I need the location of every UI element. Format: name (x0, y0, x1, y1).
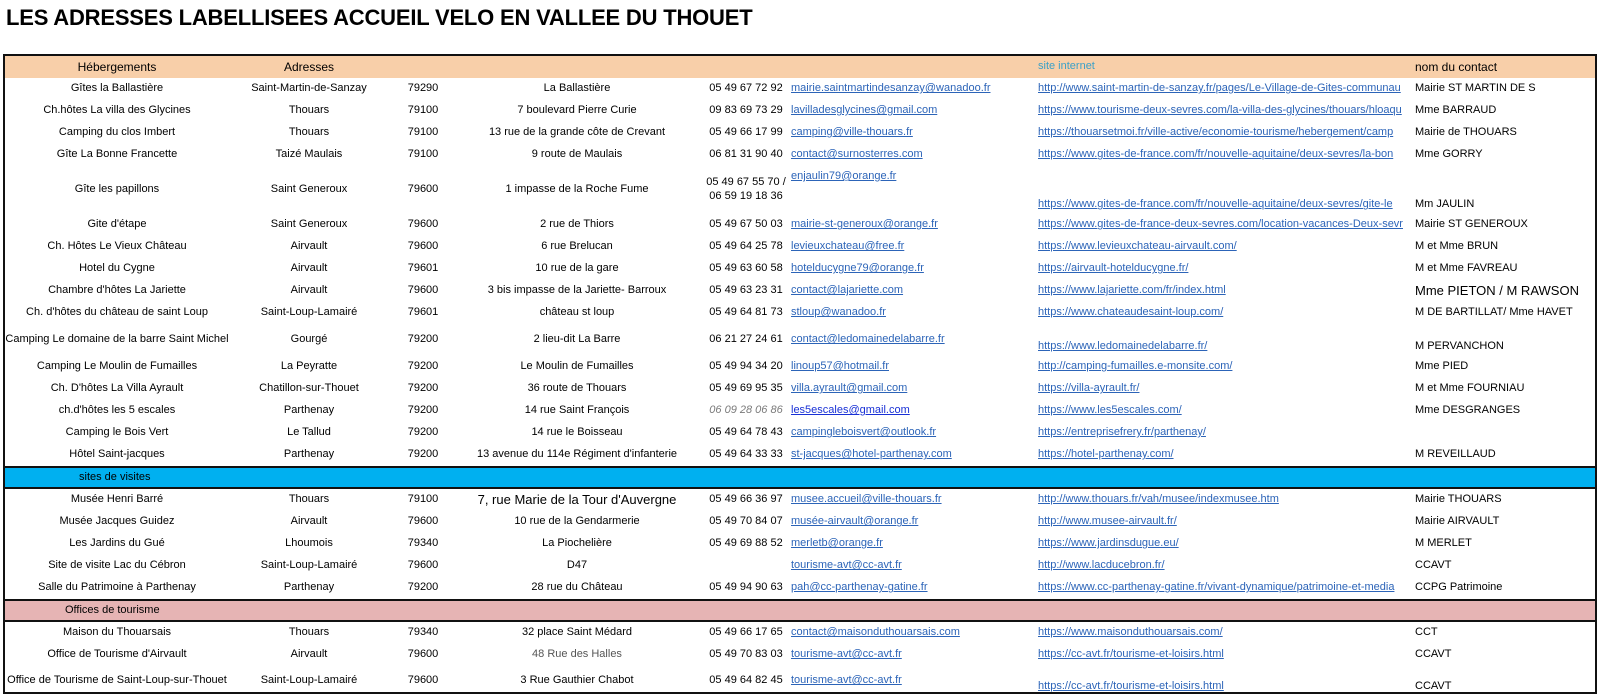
table-row (5, 144, 1595, 166)
row-city: Saint Generoux (270, 183, 348, 196)
table-row (5, 302, 1595, 324)
table-row (5, 122, 1595, 144)
row-phone: 05 49 64 82 45 (709, 674, 783, 687)
website-link-text[interactable]: https://www.ledomainedelabarre.fr/ (1038, 340, 1208, 353)
email-link-text[interactable]: mairie.saintmartindesanzay@wanadoo.fr (791, 82, 991, 95)
email-link-text[interactable]: tourisme-avt@cc-avt.fr (791, 559, 902, 572)
website-link-text[interactable]: https://cc-avt.fr/tourisme-et-loisirs.html (1038, 680, 1224, 693)
email-link-text[interactable]: pah@cc-parthenay-gatine.fr (791, 581, 928, 594)
row-name: Site de visite Lac du Cébron (48, 559, 186, 572)
row-city: Airvault (290, 284, 328, 297)
table-row (5, 378, 1595, 400)
row-phone: 05 49 64 78 43 (709, 426, 783, 439)
row-website-link[interactable] (1038, 489, 1413, 511)
row-contact: CCAVT (1415, 559, 1452, 572)
table-row (5, 166, 1595, 214)
row-email-link[interactable] (791, 324, 1031, 356)
row-website-link[interactable] (1038, 214, 1413, 236)
website-link-text[interactable]: http://www.thouars.fr/vah/musee/indexmusee.htm (1038, 493, 1279, 506)
website-link-text[interactable]: https://www.jardinsdugue.eu/ (1038, 537, 1179, 550)
row-email-link[interactable] (791, 78, 1031, 100)
row-postcode: 79340 (407, 537, 439, 550)
row-city: Saint-Loup-Lamairé (260, 674, 358, 687)
section-offices-row (5, 599, 1595, 622)
website-link-text[interactable]: https://www.chateaudesaint-loup.com/ (1038, 306, 1224, 319)
email-link-text[interactable]: stloup@wanadoo.fr (791, 306, 886, 319)
row-phone: 06 81 31 90 40 (709, 148, 783, 161)
row-postcode: 79600 (407, 674, 439, 687)
row-postcode: 79600 (407, 183, 439, 196)
row-phone: 05 49 94 90 63 (709, 581, 783, 594)
row-name: Office de Tourisme d'Airvault (47, 648, 187, 661)
row-address: D47 (566, 559, 588, 572)
row-address: 6 rue Brelucan (541, 240, 613, 253)
row-contact: Mme BARRAUD (1415, 104, 1497, 117)
row-contact: Mairie de THOUARS (1415, 126, 1517, 139)
row-address: 7 boulevard Pierre Curie (517, 104, 637, 117)
row-city: Lhoumois (285, 537, 333, 550)
row-email-link[interactable] (791, 555, 1031, 577)
table-row (5, 511, 1595, 533)
row-email-link[interactable] (791, 511, 1031, 533)
row-name: Office de Tourisme de Saint-Loup-sur-Thouet (7, 674, 227, 687)
row-contact: Mm JAULIN (1415, 198, 1475, 211)
row-website-link[interactable] (1038, 644, 1413, 666)
row-name: Gîtes la Ballastière (70, 82, 164, 95)
row-contact: M et Mme BRUN (1415, 240, 1499, 253)
row-phone-1: 05 49 67 55 70 / (706, 176, 786, 189)
addresses-table (3, 54, 1597, 694)
row-name: Hôtel Saint-jacques (69, 448, 165, 461)
row-address: 13 rue de la grande côte de Crevant (488, 126, 666, 139)
email-link-text[interactable]: contact@maisonduthouarsais.com (791, 626, 960, 639)
row-city: Airvault (290, 262, 328, 275)
row-city: Parthenay (283, 404, 335, 417)
row-contact: CCAVT (1415, 648, 1452, 661)
table-row (5, 444, 1595, 466)
row-city: La Peyratte (280, 360, 338, 373)
row-city: Saint Generoux (270, 218, 348, 231)
row-name: Camping du clos Imbert (58, 126, 176, 139)
table-row (5, 666, 1595, 694)
website-link-text[interactable]: https://thouarsetmoi.fr/ville-active/economie-tourisme/hebergement/camp (1038, 126, 1394, 139)
row-name: Ch. Hôtes Le Vieux Château (47, 240, 187, 253)
row-postcode: 79200 (407, 360, 439, 373)
row-city: Airvault (290, 515, 328, 528)
row-postcode: 79601 (407, 262, 439, 275)
row-contact: Mairie THOUARS (1415, 493, 1502, 506)
row-email-link[interactable] (791, 422, 1031, 444)
email-link-text[interactable]: linoup57@hotmail.fr (791, 360, 889, 373)
visites-rows (5, 489, 1595, 599)
row-contact: Mme PIETON / M RAWSON (1415, 282, 1579, 298)
row-website-link[interactable] (1038, 577, 1413, 599)
row-address: 3 bis impasse de la Jariette- Barroux (487, 284, 667, 297)
table-row (5, 622, 1595, 644)
row-phone: 05 49 66 36 97 (709, 493, 783, 506)
row-phone: 05 49 67 72 92 (709, 82, 783, 95)
row-contact: Mairie AIRVAULT (1415, 515, 1500, 528)
row-email-link[interactable] (791, 444, 1031, 466)
row-phone (685, 555, 807, 577)
table-row (5, 100, 1595, 122)
row-contact: CCAVT (1415, 680, 1452, 693)
row-postcode: 79200 (407, 404, 439, 417)
email-link-text[interactable]: contact@lajariette.com (791, 284, 904, 297)
row-address: 7, rue Marie de la Tour d'Auvergne (477, 491, 677, 507)
row-website-link[interactable] (1038, 422, 1413, 444)
row-phone: 09 83 69 73 29 (709, 104, 783, 117)
row-contact: Mme GORRY (1415, 148, 1483, 161)
email-link-text[interactable]: enjaulin79@orange.fr (791, 170, 897, 182)
row-postcode: 79600 (407, 218, 439, 231)
row-phone: 05 49 66 17 65 (709, 626, 783, 639)
row-contact: M PERVANCHON (1415, 340, 1504, 353)
website-link-text[interactable]: https://www.les5escales.com/ (1038, 404, 1182, 417)
email-link-text[interactable]: merletb@orange.fr (791, 537, 883, 550)
row-contact: CCPG Patrimoine (1415, 581, 1503, 594)
row-address: château st loup (539, 306, 615, 319)
row-postcode: 79600 (407, 284, 439, 297)
row-name: Ch. D'hôtes La Villa Ayrault (50, 382, 184, 395)
row-email-link[interactable] (791, 378, 1031, 400)
email-link-text[interactable]: les5escales@gmail.com (791, 404, 910, 417)
email-link-text[interactable]: mairie-st-generoux@orange.fr (791, 218, 938, 231)
row-name: Camping Le Moulin de Fumailles (36, 360, 198, 373)
row-city: Le Tallud (287, 426, 331, 439)
section-visites-row (5, 466, 1595, 489)
row-name: Gite d'étape (87, 218, 147, 231)
row-website-link[interactable] (1038, 511, 1413, 533)
row-contact: M REVEILLAUD (1415, 448, 1496, 461)
row-postcode: 79100 (407, 126, 439, 139)
table-row (5, 280, 1595, 302)
row-city: Thouars (288, 126, 330, 139)
row-email-link[interactable] (791, 356, 1031, 378)
row-city: Airvault (290, 240, 328, 253)
row-postcode: 79200 (407, 382, 439, 395)
header-hebergements: Hébergements (77, 59, 157, 74)
row-address: 10 rue de la gare (535, 262, 619, 275)
row-contact: M et Mme FAVREAU (1415, 262, 1518, 275)
row-email-link[interactable] (791, 122, 1031, 144)
row-phone: 05 49 66 17 99 (709, 126, 783, 139)
email-link-text[interactable]: tourisme-avt@cc-avt.fr (791, 648, 902, 661)
row-website-link[interactable] (1038, 166, 1413, 214)
row-phone: 05 49 69 88 52 (709, 537, 783, 550)
website-link-text[interactable]: http://www.musee-airvault.fr/ (1038, 515, 1177, 528)
row-email-link[interactable] (791, 258, 1031, 280)
table-row (5, 489, 1595, 511)
row-postcode: 79200 (407, 581, 439, 594)
table-row (5, 555, 1595, 577)
row-address: 2 lieu-dit La Barre (533, 333, 621, 346)
row-postcode: 79290 (407, 82, 439, 95)
row-email-link[interactable] (791, 236, 1031, 258)
row-phone: 05 49 69 95 35 (709, 382, 783, 395)
row-name: ch.d'hôtes les 5 escales (58, 404, 176, 417)
row-email-link[interactable] (791, 622, 1031, 644)
website-link-text[interactable]: https://www.levieuxchateau-airvault.com/ (1038, 240, 1237, 253)
row-contact: M et Mme FOURNIAU (1415, 382, 1525, 395)
row-postcode: 79200 (407, 448, 439, 461)
row-website-link[interactable] (1038, 236, 1413, 258)
table-row (5, 214, 1595, 236)
row-email-link[interactable] (791, 214, 1031, 236)
row-name: Camping Le domaine de la barre Saint Michel (5, 333, 229, 346)
row-website-link[interactable] (1038, 78, 1413, 100)
row-postcode: 79340 (407, 626, 439, 639)
row-phone: 05 49 70 84 07 (709, 515, 783, 528)
row-city: Saint-Loup-Lamairé (260, 306, 358, 319)
email-link-text[interactable]: villa.ayrault@gmail.com (791, 382, 908, 395)
offices-rows (5, 622, 1595, 694)
email-link-text[interactable]: contact@ledomainedelabarre.fr (791, 333, 945, 346)
row-postcode: 79600 (407, 240, 439, 253)
page-title: LES ADRESSES LABELLISEES ACCUEIL VELO EN VALLEE DU THOUET (6, 5, 753, 30)
row-website-link[interactable] (1038, 555, 1413, 577)
row-website-link[interactable] (1038, 666, 1413, 694)
row-name: Musée Jacques Guidez (59, 515, 175, 528)
row-email-link[interactable] (791, 400, 1031, 422)
email-link-text[interactable]: camping@ville-thouars.fr (791, 126, 913, 139)
row-contact: Mairie ST GENEROUX (1415, 218, 1528, 231)
row-name: Musée Henri Barré (70, 493, 164, 506)
row-city: Thouars (288, 104, 330, 117)
row-email-link[interactable] (791, 489, 1031, 511)
email-link-text[interactable]: st-jacques@hotel-parthenay.com (791, 448, 952, 461)
row-name: Camping le Bois Vert (65, 426, 169, 439)
email-link-text[interactable]: musée-airvault@orange.fr (791, 515, 919, 528)
row-city: Thouars (288, 493, 330, 506)
email-link-text[interactable]: levieuxchateau@free.fr (791, 240, 905, 253)
row-contact: CCT (1415, 626, 1438, 639)
website-link-text[interactable]: https://www.maisonduthouarsais.com/ (1038, 626, 1223, 639)
row-email-link[interactable] (791, 100, 1031, 122)
website-link-text[interactable]: http://camping-fumailles.e-monsite.com/ (1038, 360, 1233, 373)
row-address: 48 Rue des Halles (532, 648, 622, 661)
row-postcode: 79601 (407, 306, 439, 319)
row-contact: M MERLET (1415, 537, 1472, 550)
email-link-text[interactable]: campingleboisvert@outlook.fr (791, 426, 937, 439)
row-email-link[interactable] (791, 644, 1031, 666)
row-phone: 05 49 64 81 73 (709, 306, 783, 319)
row-phone: 05 49 64 33 33 (709, 448, 783, 461)
table-row (5, 400, 1595, 422)
row-contact: M DE BARTILLAT/ Mme HAVET (1415, 306, 1573, 319)
row-name: Salle du Patrimoine à Parthenay (38, 581, 196, 594)
row-phone: 05 49 63 60 58 (709, 262, 783, 275)
row-website-link[interactable] (1038, 302, 1413, 324)
row-website-link[interactable] (1038, 400, 1413, 422)
row-address: 10 rue de la Gendarmerie (514, 515, 640, 528)
row-name: Ch. d'hôtes du château de saint Loup (26, 306, 208, 319)
row-postcode: 79600 (407, 648, 439, 661)
table-row (5, 644, 1595, 666)
row-postcode: 79600 (407, 515, 439, 528)
row-address: 36 route de Thouars (527, 382, 627, 395)
row-address: 9 route de Maulais (531, 148, 623, 161)
email-link-text[interactable]: tourisme-avt@cc-avt.fr (791, 674, 902, 687)
table-row (5, 533, 1595, 555)
row-phone: 05 49 67 50 03 (709, 218, 783, 231)
table-header-row (5, 56, 1595, 78)
row-website-link[interactable] (1038, 356, 1413, 378)
row-city: Thouars (288, 626, 330, 639)
row-address: 14 rue le Boisseau (531, 426, 623, 439)
website-link-text[interactable]: https://airvault-hotelducygne.fr/ (1038, 262, 1189, 275)
row-city: Parthenay (283, 581, 335, 594)
table-row (5, 78, 1595, 100)
row-postcode: 79100 (407, 148, 439, 161)
row-name: Gîte La Bonne Francette (56, 148, 178, 161)
row-name: Ch.hôtes La villa des Glycines (43, 104, 191, 117)
row-phone: 05 49 63 23 31 (709, 284, 783, 297)
row-address: 2 rue de Thiors (540, 218, 614, 231)
row-city: Saint-Martin-de-Sanzay (251, 82, 367, 95)
row-website-link[interactable] (1038, 444, 1413, 466)
table-row (5, 258, 1595, 280)
row-website-link[interactable] (1038, 280, 1413, 302)
row-address: 1 impasse de la Roche Fume (505, 183, 649, 196)
hebergements-rows (5, 78, 1595, 466)
row-email-link[interactable] (791, 280, 1031, 302)
row-contact (1415, 422, 1597, 444)
row-name: Chambre d'hôtes La Jariette (48, 284, 186, 297)
section-offices-label: Offices de tourisme (65, 603, 160, 616)
row-city: Taizé Maulais (275, 148, 343, 161)
row-website-link[interactable] (1038, 100, 1413, 122)
row-contact: Mme DESGRANGES (1415, 404, 1521, 417)
row-email-link[interactable] (791, 577, 1031, 599)
row-name: Gîte les papillons (74, 183, 160, 196)
row-address: 32 place Saint Médard (521, 626, 633, 639)
website-link-text[interactable]: https://cc-avt.fr/tourisme-et-loisirs.html (1038, 648, 1224, 661)
row-postcode: 79600 (407, 559, 439, 572)
row-phone: 05 49 64 25 78 (709, 240, 783, 253)
website-link-text[interactable]: https://www.gites-de-france-deux-sevres.com/location-vacances-Deux-sevr (1038, 218, 1403, 231)
header-adresses: Adresses (283, 59, 335, 74)
header-contact: nom du contact (1415, 59, 1498, 74)
row-city: Saint-Loup-Lamairé (260, 559, 358, 572)
row-address: 3 Rue Gauthier Chabot (520, 674, 634, 687)
row-address: Le Moulin de Fumailles (520, 360, 634, 373)
row-email-link[interactable] (791, 144, 1031, 166)
row-city: Airvault (290, 648, 328, 661)
row-name: Les Jardins du Gué (69, 537, 165, 550)
row-address: 28 rue du Château (531, 581, 623, 594)
website-link-text[interactable]: https://hotel-parthenay.com/ (1038, 448, 1174, 461)
email-link-text[interactable]: contact@surnosterres.com (791, 148, 923, 161)
row-name: Maison du Thouarsais (62, 626, 172, 639)
section-visites-label: sites de visites (79, 470, 151, 483)
row-website-link[interactable] (1038, 144, 1413, 166)
website-link-text[interactable]: https://www.lajariette.com/fr/index.html (1038, 284, 1226, 297)
row-website-link[interactable] (1038, 378, 1413, 400)
website-link-text[interactable]: https://villa-ayrault.fr/ (1038, 382, 1140, 395)
row-contact: Mairie ST MARTIN DE S (1415, 82, 1536, 95)
table-row (5, 422, 1595, 444)
row-website-link[interactable] (1038, 258, 1413, 280)
row-email-link[interactable] (791, 166, 1031, 214)
table-row (5, 324, 1595, 356)
row-postcode: 79200 (407, 426, 439, 439)
row-address: 13 avenue du 114e Régiment d'infanterie (476, 448, 678, 461)
table-row (5, 577, 1595, 599)
row-phone-2: 06 59 19 18 36 (709, 190, 783, 202)
website-link-text[interactable]: http://www.lacducebron.fr/ (1038, 559, 1165, 572)
website-link-text[interactable]: http://www.saint-martin-de-sanzay.fr/pages/Le-Village-de-Gites-communau (1038, 82, 1401, 95)
row-address: La Piochelière (542, 537, 612, 550)
email-link-text[interactable]: hotelducygne79@orange.fr (791, 262, 924, 275)
row-phone: 06 09 28 06 86 (709, 404, 783, 417)
row-website-link[interactable] (1038, 533, 1413, 555)
row-phone: 06 21 27 24 61 (709, 333, 783, 346)
row-website-link[interactable] (1038, 122, 1413, 144)
row-postcode: 79100 (407, 493, 439, 506)
row-address: La Ballastière (543, 82, 611, 95)
row-postcode: 79100 (407, 104, 439, 117)
row-postcode: 79200 (407, 333, 439, 346)
row-phone (685, 166, 807, 214)
website-link-text[interactable]: https://www.gites-de-france.com/fr/nouvelle-aquitaine/deux-sevres/gite-le (1038, 198, 1393, 211)
email-link-text[interactable]: lavilladesglycines@gmail.com (791, 104, 938, 117)
row-phone: 05 49 94 34 20 (709, 360, 783, 373)
row-phone: 05 49 70 83 03 (709, 648, 783, 661)
website-link-text[interactable]: https://www.tourisme-deux-sevres.com/la-villa-des-glycines/thouars/hloaqu (1038, 104, 1402, 117)
row-address: 14 rue Saint François (524, 404, 630, 417)
header-site-internet: site internet (1038, 60, 1095, 73)
website-link-text[interactable]: https://www.gites-de-france.com/fr/nouvelle-aquitaine/deux-sevres/la-bon (1038, 148, 1394, 161)
row-website-link[interactable] (1038, 324, 1413, 356)
website-link-text[interactable]: https://www.cc-parthenay-gatine.fr/vivant-dynamique/patrimoine-et-media (1038, 581, 1395, 594)
row-city: Chatillon-sur-Thouet (259, 382, 359, 395)
row-city: Parthenay (283, 448, 335, 461)
row-email-link[interactable] (791, 533, 1031, 555)
row-email-link[interactable] (791, 302, 1031, 324)
row-website-link[interactable] (1038, 622, 1413, 644)
table-row (5, 236, 1595, 258)
row-city: Gourgé (290, 333, 328, 346)
email-link-text[interactable]: musee.accueil@ville-thouars.fr (791, 493, 942, 506)
website-link-text[interactable]: https://entreprisefrery.fr/parthenay/ (1038, 426, 1206, 439)
row-contact: Mme PIED (1415, 360, 1469, 373)
table-row (5, 356, 1595, 378)
row-email-link[interactable] (791, 666, 1031, 694)
row-name: Hotel du Cygne (79, 262, 155, 275)
